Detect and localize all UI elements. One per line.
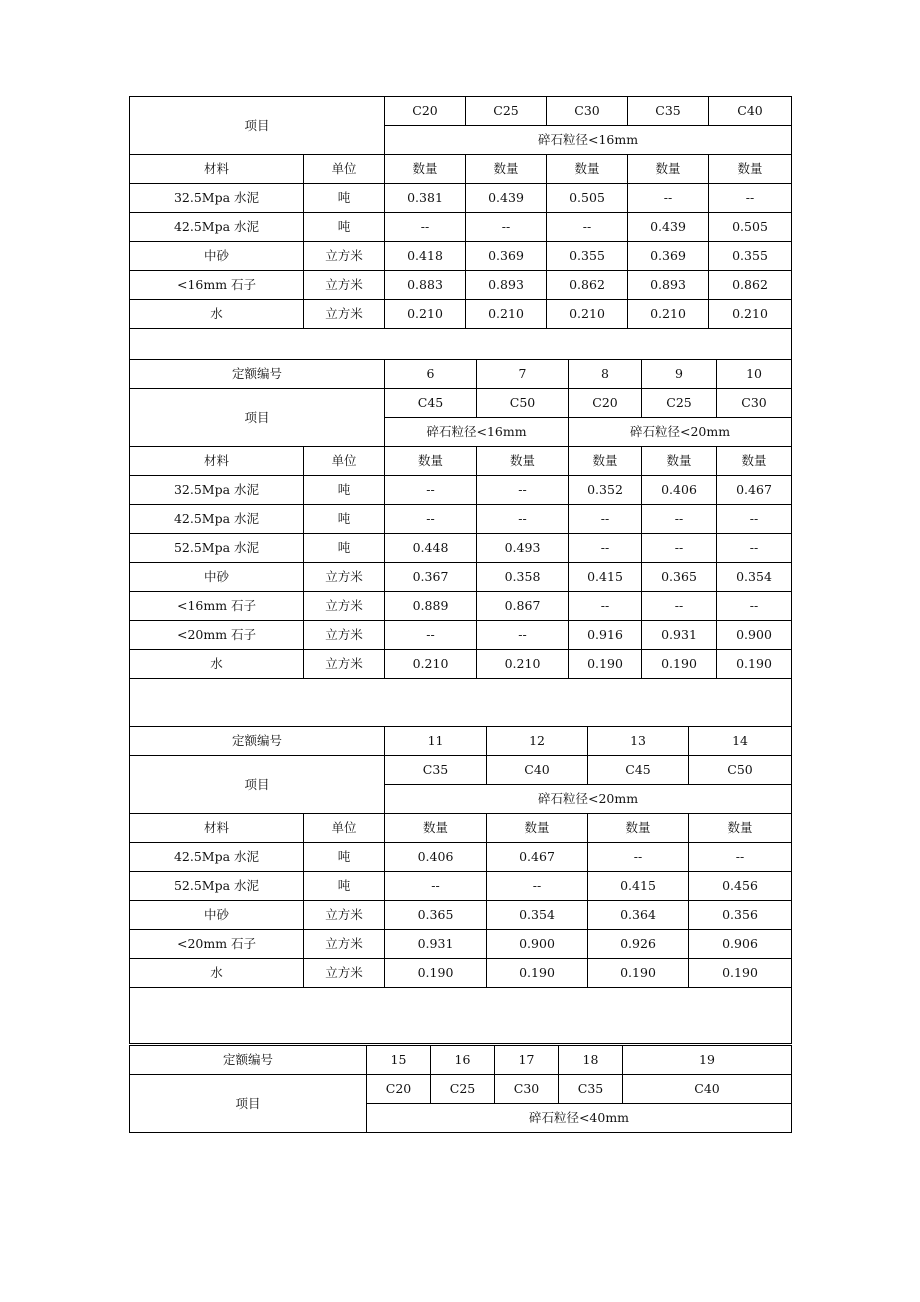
table-row xyxy=(130,563,792,592)
quota-number-cell: 15 xyxy=(367,1046,431,1075)
table-row xyxy=(130,300,792,329)
value-cell: 0.505 xyxy=(709,213,792,242)
unit-header: 单位 xyxy=(304,447,385,476)
value-cell: 0.893 xyxy=(466,271,547,300)
header-row xyxy=(130,447,792,476)
grade-cell: C40 xyxy=(487,756,588,785)
grade-cell: C35 xyxy=(559,1075,623,1104)
qty-header: 数量 xyxy=(385,447,477,476)
grade-cell: C35 xyxy=(628,97,709,126)
grade-cell: C45 xyxy=(385,389,477,418)
value-cell: 0.190 xyxy=(717,650,792,679)
material-header: 材料 xyxy=(130,814,304,843)
unit-cell: 立方米 xyxy=(304,650,385,679)
value-cell: 0.406 xyxy=(385,843,487,872)
value-cell: -- xyxy=(569,534,642,563)
quota-number-cell: 11 xyxy=(385,727,487,756)
value-cell: 0.381 xyxy=(385,184,466,213)
grade-cell: C50 xyxy=(477,389,569,418)
value-cell: -- xyxy=(588,843,689,872)
grade-cell: C20 xyxy=(569,389,642,418)
value-cell: 0.364 xyxy=(588,901,689,930)
grade-cell: C35 xyxy=(385,756,487,785)
value-cell: 0.210 xyxy=(385,300,466,329)
table-row xyxy=(130,901,792,930)
quota-number-cell: 8 xyxy=(569,360,642,389)
value-cell: -- xyxy=(642,592,717,621)
blank-row xyxy=(130,329,792,360)
value-cell: 0.369 xyxy=(466,242,547,271)
quota-number-cell: 14 xyxy=(689,727,792,756)
value-cell: 0.889 xyxy=(385,592,477,621)
blank-row xyxy=(130,679,792,727)
unit-cell: 吨 xyxy=(304,476,385,505)
qty-header: 数量 xyxy=(385,814,487,843)
grade-row xyxy=(130,1075,792,1104)
value-cell: 0.456 xyxy=(689,872,792,901)
value-cell: 0.354 xyxy=(717,563,792,592)
table-row xyxy=(130,621,792,650)
grade-cell: C40 xyxy=(623,1075,792,1104)
quota-number-label: 定额编号 xyxy=(130,1046,367,1075)
material-cell: <16mm 石子 xyxy=(130,271,304,300)
value-cell: 0.415 xyxy=(569,563,642,592)
value-cell: 0.352 xyxy=(569,476,642,505)
value-cell: 0.210 xyxy=(628,300,709,329)
qty-header: 数量 xyxy=(385,155,466,184)
unit-cell: 吨 xyxy=(304,872,385,901)
quota-number-cell: 16 xyxy=(431,1046,495,1075)
grade-cell: C25 xyxy=(431,1075,495,1104)
unit-cell: 吨 xyxy=(304,843,385,872)
value-cell: 0.369 xyxy=(628,242,709,271)
value-cell: 0.467 xyxy=(717,476,792,505)
quota-number-cell: 17 xyxy=(495,1046,559,1075)
value-cell: 0.926 xyxy=(588,930,689,959)
material-cell: 52.5Mpa 水泥 xyxy=(130,534,304,563)
value-cell: 0.210 xyxy=(547,300,628,329)
quota-table-4 xyxy=(129,1045,792,1133)
quota-number-cell: 18 xyxy=(559,1046,623,1075)
grade-cell: C20 xyxy=(367,1075,431,1104)
quota-number-cell: 12 xyxy=(487,727,588,756)
value-cell: 0.190 xyxy=(588,959,689,988)
material-cell: 水 xyxy=(130,300,304,329)
value-cell: -- xyxy=(569,592,642,621)
aggregate-cell: 碎石粒径<16mm xyxy=(385,126,792,155)
qty-header: 数量 xyxy=(547,155,628,184)
value-cell: 0.354 xyxy=(487,901,588,930)
grade-cell: C40 xyxy=(709,97,792,126)
material-header: 材料 xyxy=(130,447,304,476)
quota-number-cell: 13 xyxy=(588,727,689,756)
material-cell: 32.5Mpa 水泥 xyxy=(130,184,304,213)
value-cell: 0.190 xyxy=(569,650,642,679)
value-cell: 0.190 xyxy=(689,959,792,988)
value-cell: 0.867 xyxy=(477,592,569,621)
qty-header: 数量 xyxy=(628,155,709,184)
value-cell: 0.358 xyxy=(477,563,569,592)
unit-cell: 立方米 xyxy=(304,930,385,959)
value-cell: -- xyxy=(385,213,466,242)
quota-number-cell: 6 xyxy=(385,360,477,389)
unit-cell: 立方米 xyxy=(304,242,385,271)
unit-cell: 立方米 xyxy=(304,300,385,329)
item-label: 项目 xyxy=(130,389,385,447)
value-cell: 0.448 xyxy=(385,534,477,563)
quota-number-cell: 10 xyxy=(717,360,792,389)
blank-row xyxy=(130,988,792,1044)
table-row xyxy=(130,650,792,679)
value-cell: 0.190 xyxy=(642,650,717,679)
table-row xyxy=(130,213,792,242)
quota-number-cell: 9 xyxy=(642,360,717,389)
qty-header: 数量 xyxy=(709,155,792,184)
value-cell: 0.883 xyxy=(385,271,466,300)
quota-number-cell: 7 xyxy=(477,360,569,389)
quota-sheet xyxy=(129,96,791,1133)
value-cell: 0.415 xyxy=(588,872,689,901)
value-cell: 0.210 xyxy=(385,650,477,679)
grade-cell: C30 xyxy=(717,389,792,418)
material-cell: 42.5Mpa 水泥 xyxy=(130,505,304,534)
value-cell: 0.406 xyxy=(642,476,717,505)
value-cell: 0.355 xyxy=(709,242,792,271)
table-row xyxy=(130,534,792,563)
value-cell: -- xyxy=(569,505,642,534)
value-cell: -- xyxy=(717,505,792,534)
value-cell: -- xyxy=(717,592,792,621)
material-cell: <20mm 石子 xyxy=(130,930,304,959)
value-cell: 0.210 xyxy=(477,650,569,679)
value-cell: -- xyxy=(385,621,477,650)
blank-cell xyxy=(130,679,792,727)
material-cell: 水 xyxy=(130,650,304,679)
material-cell: 42.5Mpa 水泥 xyxy=(130,843,304,872)
value-cell: 0.900 xyxy=(717,621,792,650)
value-cell: -- xyxy=(628,184,709,213)
material-header: 材料 xyxy=(130,155,304,184)
value-cell: 0.439 xyxy=(628,213,709,242)
value-cell: 0.418 xyxy=(385,242,466,271)
grade-cell: C50 xyxy=(689,756,792,785)
material-cell: 中砂 xyxy=(130,901,304,930)
value-cell: -- xyxy=(717,534,792,563)
blank-cell xyxy=(130,988,792,1044)
value-cell: 0.862 xyxy=(709,271,792,300)
value-cell: 0.190 xyxy=(487,959,588,988)
value-cell: 0.893 xyxy=(628,271,709,300)
qty-header: 数量 xyxy=(642,447,717,476)
qty-header: 数量 xyxy=(588,814,689,843)
value-cell: 0.365 xyxy=(385,901,487,930)
quota-number-row xyxy=(130,360,792,389)
value-cell: 0.906 xyxy=(689,930,792,959)
value-cell: 0.931 xyxy=(642,621,717,650)
quota-table-1 xyxy=(129,96,792,360)
material-cell: 水 xyxy=(130,959,304,988)
unit-cell: 立方米 xyxy=(304,563,385,592)
unit-cell: 吨 xyxy=(304,213,385,242)
quota-number-label: 定额编号 xyxy=(130,727,385,756)
value-cell: 0.356 xyxy=(689,901,792,930)
material-cell: 52.5Mpa 水泥 xyxy=(130,872,304,901)
material-cell: 中砂 xyxy=(130,242,304,271)
material-cell: 32.5Mpa 水泥 xyxy=(130,476,304,505)
qty-header: 数量 xyxy=(569,447,642,476)
value-cell: -- xyxy=(477,476,569,505)
value-cell: 0.505 xyxy=(547,184,628,213)
grade-cell: C45 xyxy=(588,756,689,785)
unit-header: 单位 xyxy=(304,155,385,184)
value-cell: 0.900 xyxy=(487,930,588,959)
table-row xyxy=(130,843,792,872)
item-label: 项目 xyxy=(130,1075,367,1133)
quota-number-row xyxy=(130,727,792,756)
aggregate-cell: 碎石粒径<40mm xyxy=(367,1104,792,1133)
unit-cell: 立方米 xyxy=(304,592,385,621)
table-row xyxy=(130,184,792,213)
aggregate-cell: 碎石粒径<16mm xyxy=(385,418,569,447)
value-cell: 0.355 xyxy=(547,242,628,271)
qty-header: 数量 xyxy=(689,814,792,843)
value-cell: 0.862 xyxy=(547,271,628,300)
material-cell: <16mm 石子 xyxy=(130,592,304,621)
grade-cell: C25 xyxy=(466,97,547,126)
quota-table-2 xyxy=(129,359,792,727)
material-cell: 42.5Mpa 水泥 xyxy=(130,213,304,242)
unit-cell: 立方米 xyxy=(304,959,385,988)
item-label: 项目 xyxy=(130,97,385,155)
value-cell: -- xyxy=(642,505,717,534)
value-cell: -- xyxy=(466,213,547,242)
grade-cell: C30 xyxy=(547,97,628,126)
value-cell: 0.190 xyxy=(385,959,487,988)
blank-cell xyxy=(130,329,792,360)
value-cell: 0.493 xyxy=(477,534,569,563)
quota-number-cell: 19 xyxy=(623,1046,792,1075)
grade-row xyxy=(130,389,792,418)
aggregate-cell: 碎石粒径<20mm xyxy=(569,418,792,447)
value-cell: -- xyxy=(689,843,792,872)
qty-header: 数量 xyxy=(717,447,792,476)
material-cell: <20mm 石子 xyxy=(130,621,304,650)
quota-table-3 xyxy=(129,726,792,1044)
value-cell: -- xyxy=(547,213,628,242)
item-label: 项目 xyxy=(130,756,385,814)
grade-cell: C25 xyxy=(642,389,717,418)
value-cell: 0.439 xyxy=(466,184,547,213)
unit-cell: 吨 xyxy=(304,534,385,563)
grade-row xyxy=(130,756,792,785)
table-row xyxy=(130,959,792,988)
table-row xyxy=(130,476,792,505)
value-cell: 0.367 xyxy=(385,563,477,592)
unit-cell: 立方米 xyxy=(304,271,385,300)
value-cell: -- xyxy=(487,872,588,901)
value-cell: -- xyxy=(709,184,792,213)
table-row xyxy=(130,930,792,959)
table-row xyxy=(130,505,792,534)
table-row xyxy=(130,872,792,901)
value-cell: 0.467 xyxy=(487,843,588,872)
unit-cell: 立方米 xyxy=(304,901,385,930)
value-cell: 0.916 xyxy=(569,621,642,650)
value-cell: 0.210 xyxy=(709,300,792,329)
header-row xyxy=(130,155,792,184)
grade-cell: C20 xyxy=(385,97,466,126)
quota-number-row xyxy=(130,1046,792,1075)
table-row xyxy=(130,242,792,271)
unit-cell: 吨 xyxy=(304,505,385,534)
value-cell: -- xyxy=(385,872,487,901)
table-row xyxy=(130,592,792,621)
header-row xyxy=(130,814,792,843)
value-cell: -- xyxy=(642,534,717,563)
aggregate-cell: 碎石粒径<20mm xyxy=(385,785,792,814)
value-cell: 0.365 xyxy=(642,563,717,592)
unit-header: 单位 xyxy=(304,814,385,843)
grade-cell: C30 xyxy=(495,1075,559,1104)
value-cell: -- xyxy=(385,476,477,505)
value-cell: -- xyxy=(385,505,477,534)
unit-cell: 吨 xyxy=(304,184,385,213)
qty-header: 数量 xyxy=(466,155,547,184)
value-cell: -- xyxy=(477,621,569,650)
table-row xyxy=(130,271,792,300)
qty-header: 数量 xyxy=(487,814,588,843)
qty-header: 数量 xyxy=(477,447,569,476)
value-cell: 0.210 xyxy=(466,300,547,329)
value-cell: 0.931 xyxy=(385,930,487,959)
material-cell: 中砂 xyxy=(130,563,304,592)
quota-number-label: 定额编号 xyxy=(130,360,385,389)
unit-cell: 立方米 xyxy=(304,621,385,650)
value-cell: -- xyxy=(477,505,569,534)
grade-row xyxy=(130,97,792,126)
